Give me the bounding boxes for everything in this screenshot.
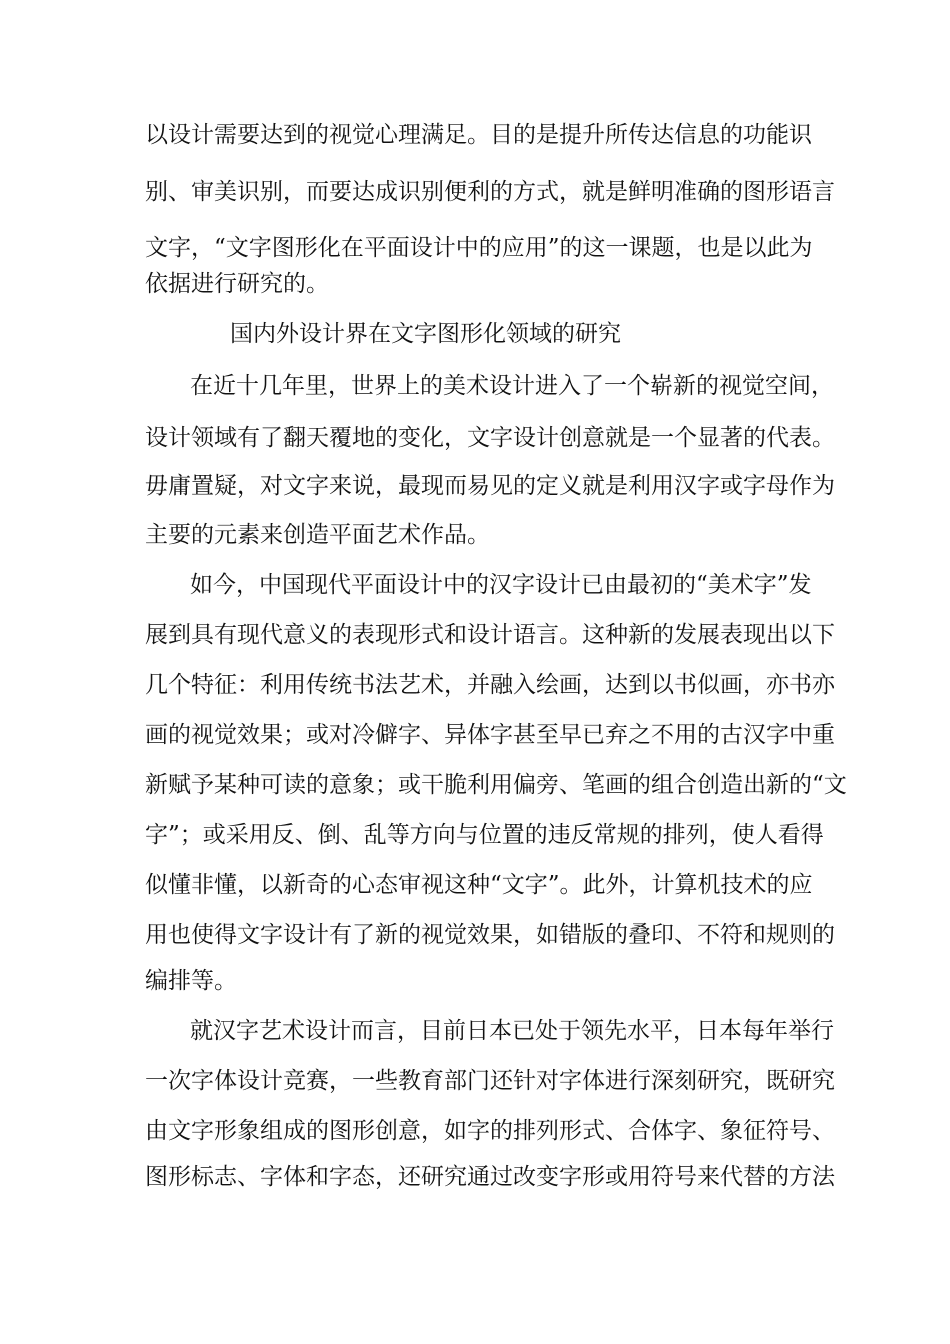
paragraph-line: 几个特征：利用传统书法艺术，并融入绘画，达到以书似画，亦书亦 xyxy=(145,672,835,698)
paragraph-line: 用也使得文字设计有了新的视觉效果，如错版的叠印、不符和规则的 xyxy=(145,922,835,948)
paragraph-line: 主要的元素来创造平面艺术作品。 xyxy=(145,522,490,548)
paragraph-line: 字”；或采用反、倒、乱等方向与位置的违反常规的排列，使人看得 xyxy=(145,822,824,848)
paragraph-line: 依据进行研究的。 xyxy=(145,271,329,297)
paragraph-line: 以设计需要达到的视觉心理满足。目的是提升所传达信息的功能识 xyxy=(145,122,812,148)
paragraph-line: 别、审美识别，而要达成识别便利的方式，就是鲜明准确的图形语言 xyxy=(145,179,835,205)
paragraph-line: 似懂非懂，以新奇的心态审视这种“文字”。此外，计算机技术的应 xyxy=(145,872,813,898)
paragraph-line: 一次字体设计竞赛，一些教育部门还针对字体进行深刻研究，既研究 xyxy=(145,1068,835,1094)
paragraph-line: 设计领域有了翻天覆地的变化，文字设计创意就是一个显著的代表。 xyxy=(145,425,835,451)
paragraph-line: 展到具有现代意义的表现形式和设计语言。这种新的发展表现出以下 xyxy=(145,622,835,648)
paragraph-line: 新赋予某种可读的意象；或干脆利用偏旁、笔画的组合创造出新的“文 xyxy=(145,772,847,798)
paragraph-line: 毋庸置疑，对文字来说，最现而易见的定义就是利用汉字或字母作为 xyxy=(145,473,835,499)
paragraph-line: 如今，中国现代平面设计中的汉字设计已由最初的“美术字”发 xyxy=(190,572,812,598)
paragraph-line: 在近十几年里，世界上的美术设计进入了一个崭新的视觉空间， xyxy=(190,373,834,399)
paragraph-line: 画的视觉效果；或对冷僻字、异体字甚至早已弃之不用的古汉字中重 xyxy=(145,722,835,748)
paragraph-line: 编排等。 xyxy=(145,968,237,994)
paragraph-line: 由文字形象组成的图形创意，如字的排列形式、合体字、象征符号、 xyxy=(145,1118,835,1144)
paragraph-line: 就汉字艺术设计而言，目前日本已处于领先水平，日本每年举行 xyxy=(190,1018,834,1044)
section-heading: 国内外设计界在文字图形化领域的研究 xyxy=(230,321,621,347)
paragraph-line: 文字，“文字图形化在平面设计中的应用”的这一课题，也是以此为 xyxy=(145,235,813,261)
paragraph-line: 图形标志、字体和字态，还研究通过改变字形或用符号来代替的方法 xyxy=(145,1164,835,1190)
